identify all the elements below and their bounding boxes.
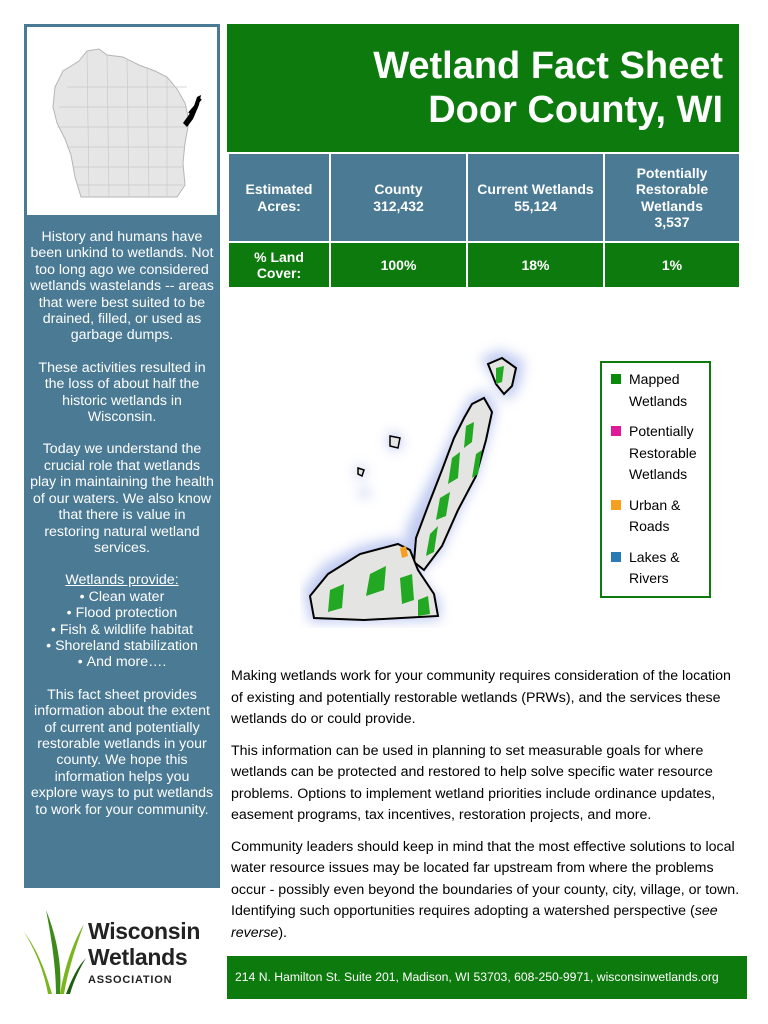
list-item: • Flood protection (30, 605, 214, 621)
sidebar-intro-panel (24, 218, 220, 888)
legend-swatch (611, 374, 621, 384)
restorable-wetlands-value: 3,537 (654, 214, 690, 230)
islands (358, 436, 400, 476)
legend-item-restorable-wetlands (609, 421, 709, 486)
wisconsin-locator-map (24, 24, 220, 218)
legend-swatch (611, 500, 621, 510)
county-label: County (374, 181, 423, 197)
table-row-acres (228, 153, 740, 242)
county-acres-value: 312,432 (373, 197, 424, 214)
sidebar-today-text: Today we understand the crucial role that wetlands play in maintaining the health of our waters. We also know that there is value in restoring natural wetland services. (30, 441, 214, 556)
legend-label: Urban & Roads (629, 496, 681, 534)
list-item: • Clean water (30, 589, 214, 605)
page-subtitle: Door County, WI (428, 89, 723, 131)
restorable-pct-cell: 1% (604, 242, 740, 288)
acres-row-label: Estimated Acres: (228, 153, 330, 242)
restorable-wetlands-cell (604, 153, 740, 242)
sidebar-factsheet-text: This fact sheet provides information about the extent of current and potentially restorable wetlands in your county. We hope this information helps you explore ways to put wetlands to work for your community. (30, 686, 214, 818)
contact-footer: 214 N. Hamilton St. Suite 201, Madison, WI 53703, 608-250-9971, wisconsinwetlands.org (227, 956, 747, 999)
body-paragraph-3-text: Community leaders should keep in mind that the most effective solutions to local water resource issues may be located far upstream from where the problems occur - possibly even beyond the boundaries of your county, city, village, or town. Identifying such opportunities requires adopting a watershed perspective ( (231, 838, 740, 919)
table-row-land-cover (228, 242, 740, 288)
logo-line-wetlands: Wetlands (88, 944, 188, 970)
wisconsin-outline-graphic (27, 27, 217, 215)
legend-item-urban-roads (609, 495, 709, 538)
wetland-stats-table (227, 152, 741, 289)
current-wetlands-label: Current Wetlands (477, 181, 594, 197)
body-paragraph-3 (231, 837, 743, 945)
logo-wordmark (88, 918, 200, 986)
restorable-wetlands-label: Potentially Restorable Wetlands (635, 164, 709, 214)
wetlands-provide-list (30, 589, 214, 671)
legend-item-lakes-rivers (609, 547, 709, 590)
legend-label: Lakes & Rivers (629, 548, 680, 586)
sidebar-loss-text: These activities resulted in the loss of about half the historic wetlands in Wisconsin. (38, 359, 206, 426)
wisconsin-wetlands-logo (22, 900, 222, 996)
sidebar-history-text: History and humans have been unkind to wetlands. Not too long ago we considered wetlands wastelands -- areas that were best suited to be drained, filled, or used as garbage dumps. (30, 229, 214, 344)
list-item: • Fish & wildlife habitat (30, 622, 214, 638)
land-cover-row-label: % Land Cover: (228, 242, 330, 288)
legend-swatch (611, 426, 621, 436)
legend-item-mapped-wetlands (609, 369, 709, 412)
body-paragraph-3-end: ). (278, 924, 287, 941)
see-reverse-text: see reverse (231, 903, 718, 941)
main-body-text (231, 666, 743, 954)
page-title: Wetland Fact Sheet (373, 45, 723, 87)
body-paragraph-1: Making wetlands work for your community requires consideration of the location of existing and potentially restorable wetlands (PRWs), and the services these wetlands do or could provide. (231, 668, 731, 727)
logo-line-association: ASSOCIATION (88, 974, 173, 986)
body-paragraph-2: This information can be used in planning to set measurable goals for where wetlands can be protected and restored to help solve specific water resource problems. Options to implement wetland priorities include ordinance updates, easement programs, tax incentives, restoration projects, and more. (231, 742, 716, 823)
wetlands-provide-heading: Wetlands provide: (65, 572, 179, 589)
map-legend (600, 361, 711, 598)
list-item: • Shoreland stabilization (30, 638, 214, 654)
legend-swatch (611, 552, 621, 562)
county-pct-cell: 100% (330, 242, 467, 288)
current-wetlands-value: 55,124 (514, 197, 557, 214)
list-item: • And more…. (30, 654, 214, 670)
page-header (227, 24, 739, 152)
current-wetlands-cell (467, 153, 604, 242)
legend-label: Potentially Restorable Wetlands (629, 423, 697, 482)
legend-label: Mapped Wetlands (629, 371, 688, 409)
county-acres-cell (330, 153, 467, 242)
logo-line-wisconsin: Wisconsin (88, 918, 201, 944)
current-pct-cell: 18% (467, 242, 604, 288)
door-county-wetlands-map (300, 338, 540, 628)
grass-logo-icon (22, 900, 88, 996)
